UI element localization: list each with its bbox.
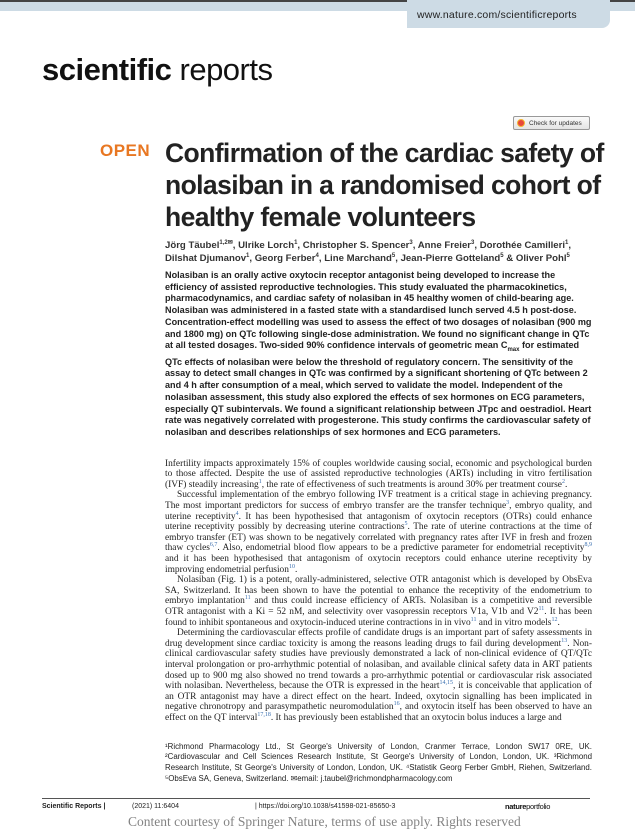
author-name[interactable]: Christopher S. Spencer <box>302 240 410 251</box>
body-text-segment: Infertility impacts approximately 15% of couples worldwide causing social, economic and psychological burden to those affected. Despite the use of assisted reproductive technologies (ARTs) including in vitro fertilisation (IVF) steadily increasing <box>165 458 592 490</box>
author-affiliation-sup: 1 <box>294 239 298 246</box>
footer <box>42 798 590 812</box>
reference-link[interactable]: 3 <box>506 499 510 506</box>
author-affiliation-sup: 3 <box>471 239 475 246</box>
reference-link[interactable]: 11 <box>470 616 477 623</box>
body-paragraph <box>165 628 592 723</box>
abstract-part-b: for estimated QTc effects of nolasiban were below the threshold of regulatory concern. The sensitivity of the assay to detect small changes in QTc was confirmed by a significant shortening of QTc between 2 and 4 h after consumption of a meal, which served to validate the model. Independent of the nolasiban assessment, this study also explored the effects of sex hormones on ECG parameters, especially QT subintervals. We found a significant relationship between JTpc and oestradiol. Heart rate was negatively correlated with progesterone. This study confirms the cardiovascular safety of nolasiban and describes relationships of sex hormones and ECG parameters. <box>165 340 592 437</box>
body-text-segment: , the rate of effectiveness of such treatments is around 30% per treatment course <box>261 479 562 490</box>
author-name[interactable]: Jean-Pierre Gotteland <box>400 253 501 264</box>
footer-journal: Scientific Reports | <box>42 803 106 811</box>
author-name[interactable]: Oliver Pohl <box>515 253 567 264</box>
author-name[interactable]: Ulrike Lorch <box>238 240 295 251</box>
author-affiliation-sup: 5 <box>566 252 570 259</box>
watermark: Content courtesy of Springer Nature, terms of use apply. Rights reserved <box>128 814 521 830</box>
reference-link[interactable]: 5 <box>404 521 408 528</box>
open-access-label: OPEN <box>100 141 151 160</box>
logo-bold: scientific <box>42 52 172 87</box>
reference-link[interactable]: 8,9 <box>584 542 592 549</box>
reference-link[interactable]: 17,18 <box>257 711 271 718</box>
check-updates-label: Check for updates <box>529 119 582 127</box>
body-text <box>165 459 592 724</box>
logo-regular: reports <box>171 52 273 87</box>
body-text-segment: and it has been hypothesised that antagonism of oxytocin receptors could enhance uterine receptivity by improving endometrial perfusion <box>165 554 592 575</box>
journal-url[interactable]: www.nature.com/scientificreports <box>407 0 610 28</box>
reference-link[interactable]: 1 <box>258 478 262 485</box>
reference-link[interactable]: 6,7 <box>209 542 218 549</box>
author-name[interactable]: Jörg Täubel <box>165 240 220 251</box>
reference-link[interactable]: 13 <box>561 637 568 644</box>
body-text-segment: . <box>294 564 298 575</box>
reference-link[interactable]: 14,15 <box>439 680 453 686</box>
reference-link[interactable]: 16 <box>393 701 400 708</box>
author-name[interactable]: Line Marchand <box>324 253 392 264</box>
footer-doi-link[interactable]: | https://doi.org/10.1038/s41598-021-85650-3 <box>255 803 396 811</box>
author-affiliation-sup: 1 <box>246 252 250 259</box>
author-affiliation-sup: 3 <box>409 239 413 246</box>
body-text-segment: . <box>557 617 560 628</box>
body-text-segment: . It has previously been established that an oxytocin bolus induces a large and <box>270 712 562 723</box>
author-list: Jörg Täubel$^{1,2✉}$, Ulrike Lorch$^1$, Christopher S. Spencer$^3$, Anne Freier$^3$, Dorothée Camilleri$^1$, Dilshat Djumanov$^1$, Georg Ferber$^4$, Line Marchand$^5$, Jean-Pierre Gotteland$^5$ & Oliver Pohl$^5$ <box>165 239 572 264</box>
publisher-bold: nature <box>505 802 527 812</box>
affiliations: ¹Richmond Pharmacology Ltd., St George's University of London, Cranmer Terrace, London SW17 0RE, UK. ²Cardiovascular and Cell Sciences Research Institute, St George's University of London, London, UK. ³Richmond Research Institute, St George's University of London, London, UK. ⁴Statistik Georg Ferber GmbH, Riehen, Switzerland. ⁵ObsEva SA, Geneva, Switzerland. ✉email: j.taubel@richmondpharmacology.com <box>165 741 592 783</box>
body-text-segment: and thus could increase efficiency of ARTs. Nolasiban is a competitive and reversible OTR antagonist with a Ki = 52 nM, and selectivity over vasopressin receptors V1a, V1b and V2 <box>165 596 592 617</box>
body-text-segment: and in vitro models <box>476 617 552 628</box>
body-text-segment: . It has been hypothesised that antagonism of oxytocin receptors (OTRs) could enhance uterine receptivity possibly by decreasing uterine contractions <box>165 511 592 533</box>
abstract-subscript: max <box>507 347 520 354</box>
reference-link[interactable]: 11 <box>244 595 251 602</box>
article-title: Confirmation of the cardiac safety of nolasiban in a randomised cohort of healthy female volunteers <box>165 138 604 232</box>
body-text-segment: . It has been found to inhibit spontaneous and oxytocin-induced uterine contractions in in vivo <box>165 606 593 628</box>
body-text-segment: Successful implementation of the embryo following IVF treatment is a critical stage in achieving pregnancy. The most important predictors for success of embryo transfer are the transfer technique <box>165 490 592 512</box>
reference-link[interactable]: 2 <box>561 478 565 485</box>
nature-portfolio-logo <box>505 802 550 811</box>
author-affiliation-sup: 1 <box>565 239 569 246</box>
abstract <box>165 270 592 439</box>
body-text-segment: Nolasiban (Fig. 1) is a potent, orally-administered, selective OTR antagonist which is developed by ObsEva SA, Switzerland. It has been shown to have the potential to enhance the receptivity of the endometrium to embryo implantation <box>165 575 592 607</box>
author-affiliation-sup: 1,2✉ <box>219 239 233 246</box>
author-affiliation-sup: 5 <box>391 252 396 259</box>
abstract-part-a: Nolasiban is an orally active oxytocin receptor antagonist being developed to increase the efficiency of assisted reproductive technologies. This study evaluated the pharmacokinetics, pharmacodynamics, and cardiac safety of nolasiban in 45 healthy women of child-bearing age. Nolasiban was administered in a fasted state with a standardised lunch served 4.5 h post-dose. Concentration-effect modelling was used to assess the effect of two dosages of nolasiban (900 mg and 1800 mg) on QTc following single-dose administration. We found no significant change in QTc at all tested dosages. Two-sided 90% confidence intervals of geometric mean C <box>165 270 592 351</box>
body-text-segment: , it is conceivable that application of an OTR antagonist may have a direct effect on the heart. Indeed, oxytocin signalling has been implicated in negative chronotropy and parasympathetic neuromodulation <box>165 681 592 713</box>
author-name[interactable]: Dilshat Djumanov <box>165 253 247 264</box>
author-affiliation-sup: 4 <box>315 252 319 259</box>
reference-link[interactable]: 11 <box>538 605 545 612</box>
body-text-segment: . The rate of uterine contractions at the time of embryo transfer (ET) was shown to be negatively correlated with pregnancy rates after IVF in fresh and frozen thaw cycles <box>165 522 592 554</box>
footer-citation: (2021) 11:6404 <box>132 803 179 811</box>
publisher-regular: portfolio <box>526 802 551 812</box>
article-column <box>165 0 604 784</box>
author-name[interactable]: Georg Ferber <box>254 253 316 264</box>
body-paragraph <box>165 490 592 575</box>
author-name[interactable]: Anne Freier <box>417 240 472 251</box>
body-text-segment: . <box>564 479 568 490</box>
body-text-segment: . Non-clinical cardiovascular safety studies have previously demonstrated a lack of non-clinical evidence of QT/QTc interval prolongation or pro-arrhythmic potential of nolasiban, and available clinical safety data in ART patients dosed up to 900 mg also showed no trend towards a pro-arrhythmic potential or cardiovascular risk associated with nolasiban. Nevertheless, because the OTR is expressed in the heart <box>165 638 592 692</box>
author-affiliation-sup: 5 <box>500 252 504 259</box>
body-text-segment: Determining the cardiovascular effects profile of candidate drugs is an important part of safety assessments in drug development since cardiac toxicity is among the reasons leading drugs to fail during development <box>165 628 592 649</box>
reference-link[interactable]: 10 <box>288 563 295 570</box>
body-text-segment: , and oxytocin itself has been observed to have an effect on the QT interval <box>165 702 592 723</box>
body-paragraph <box>165 459 592 491</box>
reference-link[interactable]: 12 <box>551 616 558 623</box>
body-paragraph <box>165 575 592 628</box>
body-text-segment: , embryo quality, and uterine receptivity <box>165 501 592 522</box>
author-name[interactable]: Dorothée Camilleri <box>479 240 566 251</box>
reference-link[interactable]: 4 <box>235 510 239 517</box>
body-text-segment: . Also, endometrial blood flow appears to be a predictive parameter for endometrial receptivity <box>217 543 585 554</box>
